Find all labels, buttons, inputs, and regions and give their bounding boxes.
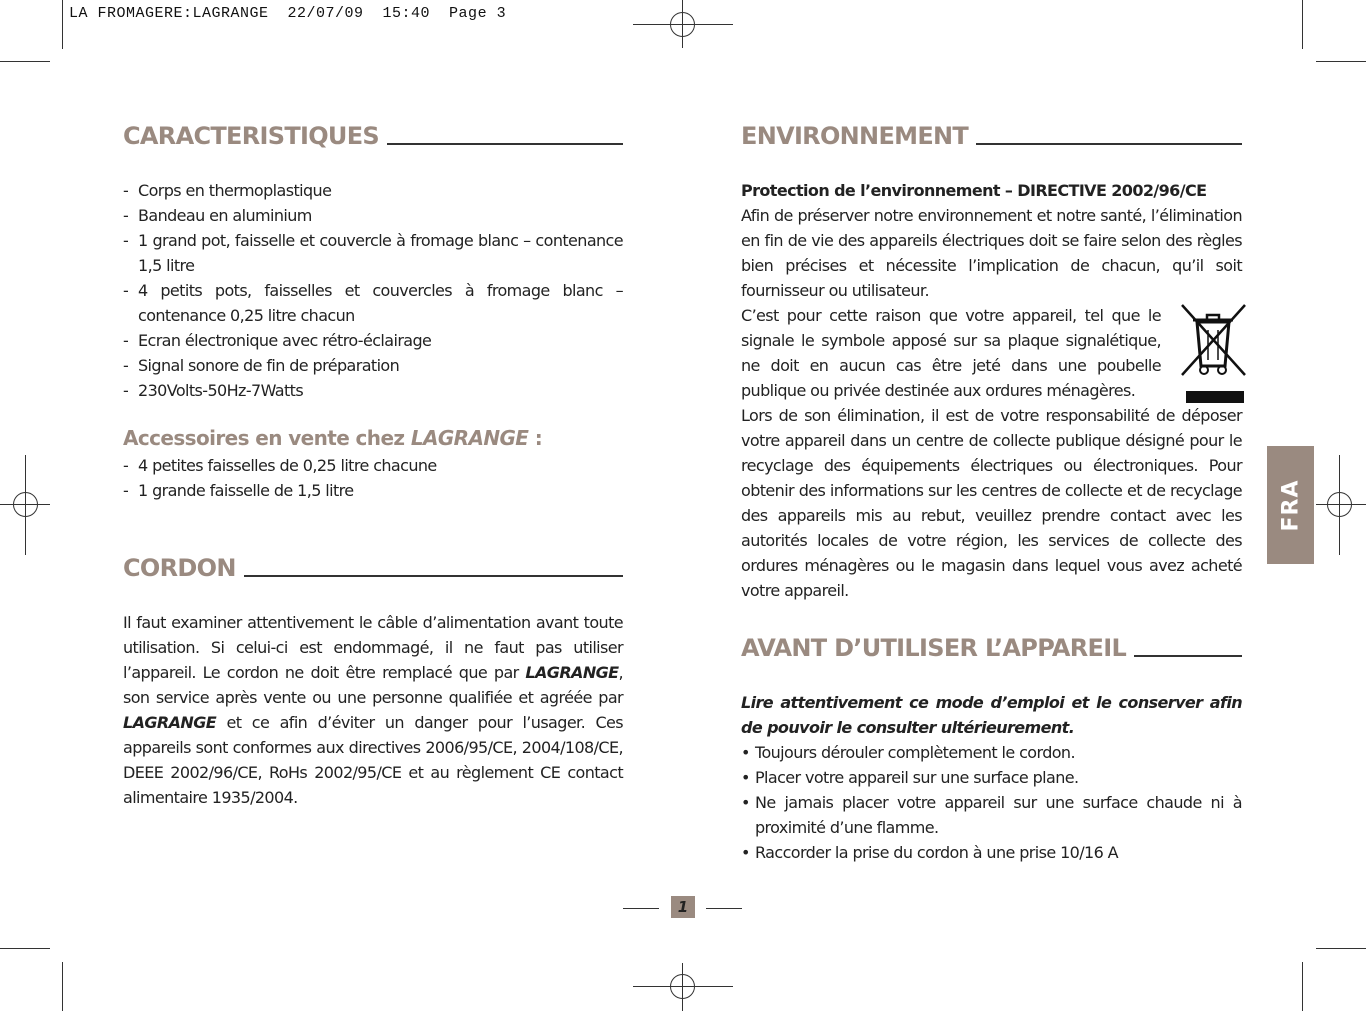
language-tab-label: FRA — [1278, 479, 1303, 531]
cordon-paragraph: Il faut examiner attentivement le câble d’alimentation avant toute utilisation. Si celui-ci est endommagé, il ne faut pas utiliser l’appareil. Le cordon ne doit être remplacé que par LAGRANGE, son service après vente ou une personne qualifiée et agréée par LAGRANGE et ce afin d’éviter un danger pour l’usager. Ces appareils sont conformes aux directives 2006/95/CE, 2004/108/CE, DEEE 2002/96/CE, RoHs 2002/95/CE et au règlement CE contact alimentaire 1935/2004. — [123, 613, 623, 807]
avant-heading: AVANT D’UTILISER L’APPAREIL — [741, 632, 1242, 662]
list-item: • Ne jamais placer votre appareil sur une surface chaude ni à proximité d’une flamme. — [741, 790, 1242, 840]
right-column — [741, 120, 1242, 865]
list-item: • Toujours dérouler complètement le cordon. — [741, 740, 1242, 765]
accessories-list — [123, 453, 623, 503]
caracteristiques-heading: CARACTERISTIQUES — [123, 120, 623, 150]
weee-bin-icon — [1179, 302, 1247, 404]
list-item: - 1 grande faisselle de 1,5 litre — [123, 478, 623, 503]
list-item: • Raccorder la prise du cordon à une prise 10/16 A — [741, 840, 1242, 865]
left-column — [123, 120, 623, 810]
environnement-heading: ENVIRONNEMENT — [741, 120, 1242, 150]
avant-list — [741, 740, 1242, 865]
print-slug: LA FROMAGERE:LAGRANGE 22/07/09 15:40 Page 3 — [69, 5, 507, 22]
accessories-heading: Accessoires en vente chez LAGRANGE : — [123, 426, 543, 450]
list-item: - Corps en thermoplastique — [123, 178, 623, 203]
list-item: - Ecran électronique avec rétro-éclairage — [123, 328, 623, 353]
environment-subtitle: Protection de l’environnement – DIRECTIVE 2002/96/CE — [741, 181, 1207, 200]
language-tab — [1267, 446, 1314, 564]
list-item: - Signal sonore de fin de préparation — [123, 353, 623, 378]
environment-paragraph-2: C’est pour cette raison que votre appareil, tel que le signale le symbole apposé sur sa plaque signalétique, ne doit en aucun cas être jeté dans une poubelle publique ou privée destinée aux ordures ménagères. — [741, 306, 1161, 400]
avant-intro: Lire attentivement ce mode d’emploi et le conserver afin de pouvoir le consulter ultérieurement. — [741, 693, 1242, 737]
page-number-rule-right — [706, 908, 742, 909]
features-list — [123, 178, 623, 403]
list-item: - Bandeau en aluminium — [123, 203, 623, 228]
environment-paragraph-3: Lors de son élimination, il est de votre responsabilité de déposer votre appareil dans un centre de collecte publique désigné pour le recyclage des équipements électriques ou électroniques. Pour obtenir des informations sur les centres de collecte et de recyclage des appareils mis au rebut, veuillez prendre contact avec les autorités locales de votre région, les services de collecte des ordures ménagères ou le magasin dans lequel vous avez acheté votre appareil. — [741, 406, 1242, 600]
page-number-rule-left — [623, 908, 659, 909]
list-item: - 230Volts-50Hz-7Watts — [123, 378, 623, 403]
list-item: • Placer votre appareil sur une surface plane. — [741, 765, 1242, 790]
list-item: - 4 petits pots, faisselles et couvercles à fromage blanc – contenance 0,25 litre chacun — [123, 278, 623, 328]
list-item: - 1 grand pot, faisselle et couvercle à fromage blanc – contenance 1,5 litre — [123, 228, 623, 278]
list-item: - 4 petites faisselles de 0,25 litre chacune — [123, 453, 623, 478]
environment-paragraph-1: Afin de préserver notre environnement et notre santé, l’élimination en fin de vie des appareils électriques doit se faire selon des règles bien précises et nécessite l’implication de chacun, qu’il soit fournisseur ou utilisateur. — [741, 206, 1242, 300]
page-number: 1 — [671, 896, 695, 918]
cordon-heading: CORDON — [123, 552, 623, 582]
